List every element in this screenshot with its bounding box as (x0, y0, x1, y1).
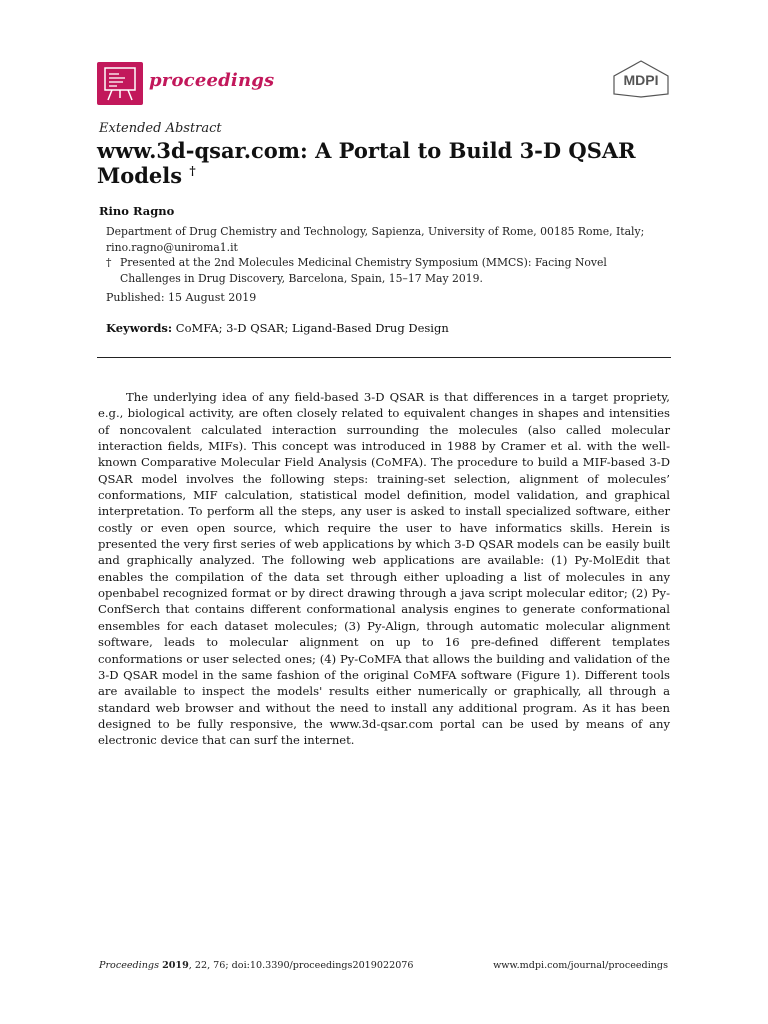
svg-text:MDPI: MDPI (623, 72, 659, 88)
footer-journal: Proceedings (99, 960, 159, 971)
footer-citation (99, 960, 414, 971)
body-paragraph-text: The underlying idea of any field-based 3-D QSAR is that differences in a target propriety, e.g., biological activity, are often closely related to equivalent changes in shapes and intensities of noncovalent calculated interaction surrounding the molecules (also called molecular interaction fields, MIFs). This concept was introduced in 1988 by Cramer et al. with the well-known Comparative Molecular Field Analysis (CoMFA). The procedure to build a MIF-based 3-D QSAR model involves the following steps: training-set selection, alignment of molecules’ conformations, MIF calculation, statistical model definition, model validation, and graphical interpretation. To perform all the steps, any user is asked to install specialized software, either costly or even open source, which require the user to have informatics skills. Herein is presented the very first series of web applications by which 3-D QSAR models can be easily built and graphically analyzed. The following web applications are available: (1) Py-MolEdit that enables the compilation of the data set through either uploading a list of molecules in any openbabel recognized format or by direct drawing through a java script molecular editor; (2) Py-ConfSerch that contains different conformational analysis engines to generate conformational ensembles for each dataset molecules; (3) Py-Align, through automatic molecular alignment software, leads to molecular alignment on up to 16 pre-defined different templates conformations or user selected ones; (4) Py-CoMFA that allows the building and validation of the 3-D QSAR model in the same fashion of the original CoMFA software (Figure 1). Different tools are available to inspect the models' results either numerically or graphically, all through a standard web browser and without the need to install any additional program. As it has been designed to be fully responsive, the www.3d-qsar.com portal can be used by means of any electronic device that can surf the internet. (98, 390, 670, 748)
journal-logo-icon (97, 62, 143, 105)
footnote-text: Presented at the 2nd Molecules Medicinal Chemistry Symposium (MMCS): Facing Novel Challenges in Drug Discovery, Barcelona, Spain, 15–17 May 2019. (120, 256, 607, 285)
keywords (106, 321, 449, 335)
footer-year: 2019 (162, 960, 189, 971)
footer-doi: , 22, 76; doi:10.3390/proceedings2019022076 (188, 960, 414, 971)
footnote-mark: † (106, 256, 112, 269)
footnote (106, 255, 666, 287)
journal-name: proceedings (149, 70, 275, 91)
body-paragraph (98, 389, 670, 749)
keywords-label: Keywords: (106, 321, 173, 335)
article-type: Extended Abstract (99, 121, 222, 136)
keywords-list: CoMFA; 3-D QSAR; Ligand-Based Drug Design (175, 321, 449, 335)
title-text: www.3d-qsar.com: A Portal to Build 3-D QSAR Models (97, 138, 636, 188)
published-date: Published: 15 August 2019 (106, 291, 257, 304)
separator-line (97, 357, 671, 358)
author-name: Rino Ragno (99, 204, 175, 218)
affiliation: Department of Drug Chemistry and Technology, Sapienza, University of Rome, 00185 Rome, Italy; rino.ragno@uniroma1.it (106, 225, 645, 254)
publisher-logo-icon (612, 60, 670, 102)
footer-url: www.mdpi.com/journal/proceedings (493, 960, 668, 971)
article-title (97, 138, 657, 188)
title-footnote-mark: † (189, 164, 196, 178)
